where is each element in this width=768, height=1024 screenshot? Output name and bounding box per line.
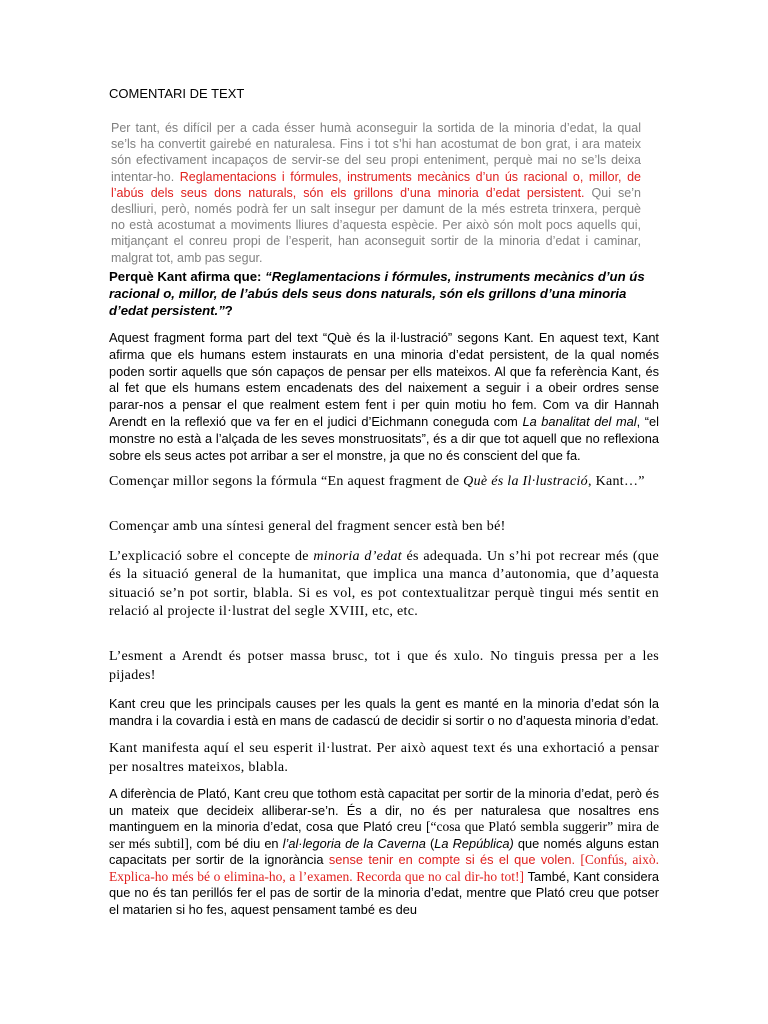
teacher-comment-1 (109, 473, 659, 491)
comment-1-italic: Què és la Il·lustració (463, 474, 588, 489)
comment-1-text-end: , Kant…” (587, 474, 645, 489)
paragraph-3-text-b: , com bé diu en (188, 835, 283, 851)
inline-comment: [“cosa que Plató sembla suggerir” mira de ser més subtil] (109, 819, 660, 851)
question (109, 268, 659, 319)
comment-3-italic: minoria d’edat (313, 549, 402, 564)
teacher-comment-3 (109, 548, 659, 621)
question-quote: “Reglamentacions i fórmules, instruments mecànics d’un ús racional o, millor, de l’abús dels seus dons naturals, són els grillons d’una minoria d’edat persistent.” (109, 269, 645, 318)
question-end: ? (224, 303, 233, 318)
answer-paragraph-1 (109, 330, 659, 464)
answer-paragraph-1-text-end: , “el monstre no està a l’alçada de les seves monstruositats”, és a dir que tot aquell que no reflexiona sobre els seus actes pot arribar a ser el monstre, ja que no és conscient del que fa. (109, 413, 659, 463)
paragraph-3-text-c: ( (425, 835, 435, 851)
red-highlight-text: sense tenir en compte si és el que volen. (328, 852, 575, 867)
comment-3-text: L’explicació sobre el concepte de (109, 549, 314, 564)
answer-paragraph-3 (109, 786, 659, 918)
red-inline-comment: [Confús, això. Explica-ho més bé o elimina-ho, a l’examen. Recorda que no cal dir-ho tot!] (109, 852, 659, 884)
comment-1-text: Començar millor segons la fórmula “En aquest fragment de (109, 474, 464, 489)
source-quote (111, 120, 641, 266)
answer-paragraph-1-text: Aquest fragment forma part del text “Què és la il·lustració” segons Kant. En aquest text, Kant afirma que els humans estem instaurats en una minoria d’edat persistent, de la qual només poden sortir aquells que són capaços de pensar per ells mateixos. Al que fa referència Kant, és al fet que els humans estem encadenats des del naixement a seguir i a obeir ordres sense parar-nos a pensar el que realment estem fent i per quin motiu ho fem. Com va dir Hannah Arendt en la reflexió que va fer en el judici d’Eichmann coneguda com (109, 330, 659, 429)
book-title-italic: La banalitat del mal (522, 413, 637, 429)
question-lead: Perquè Kant afirma que: (109, 269, 266, 284)
quote-part2: Qui se’n deslliuri, però, només podrà fer un salt insegur per damunt de la més estreta trinxera, perquè no està acostumat a moviments lliures d’aquesta espècie. Per això són molt pocs aquells qui, mitjançant el conreu propi de l’esperit, han aconseguit sortir de la minoria d’edat i caminar, malgrat tot, amb pas segur. (111, 185, 641, 265)
republic-title-italic: La República) (434, 835, 514, 851)
quote-highlight: Reglamentacions i fórmules, instruments mecànics d’un ús racional o, millor, de l’abús dels seus dons naturals, són els grillons d’una minoria d’edat persistent. (111, 169, 641, 200)
quote-part1: Per tant, és difícil per a cada ésser humà aconseguir la sortida de la minoria d’edat, la qual se’ls ha convertit gairebé en naturalesa. Fins i tot s’hi han acostumat de bon grat, i ara mateix són efectivament incapaços de servir-se del seu propi enteniment, perquè mai no se’ls deixa intentar-ho. (111, 121, 641, 184)
paragraph-3-text-f: També, Kant considera que no és tan perillós fer el pas de sortir de la minoria d’edat, mentre que Plató creu que potser el matarien si ho fes, aquest pensament també es deu (109, 868, 659, 917)
answer-paragraph-2: Kant creu que les principals causes per les quals la gent es manté en la minoria d’edat són la mandra i la covardia i està en mans de cadascú de decidir si sortir o no d’aquesta minoria d’edat. (109, 696, 659, 728)
teacher-comment-4: L’esment a Arendt és potser massa brusc, tot i que és xulo. No tinguis pressa per a les pijades! (109, 649, 659, 683)
teacher-comment-5: Kant manifesta aquí el seu esperit il·lustrat. Per això aquest text és una exhortació a pensar per nosaltres mateixos, blabla. (109, 741, 659, 775)
teacher-comment-2: Començar amb una síntesi general del fragment sencer està ben bé! (109, 519, 506, 534)
paragraph-3-text-d: que només alguns estan capacitats per sortir de la ignorància (109, 835, 659, 867)
allegory-title-italic: l’al·legoria de la Caverna (282, 835, 426, 851)
page-title: COMENTARI DE TEXT (109, 86, 245, 101)
paragraph-3-text-a: A diferència de Plató, Kant creu que tothom està capacitat per sortir de la minoria d’edat, però és un mateix que decideix alliberar-se’n. És a dir, no és per naturalesa que nosaltres ens mantinguem en la minoria d’edat, cosa que Plató creu (109, 786, 659, 834)
comment-3-text-end: és adequada. Un s’hi pot recrear més (que és la situació general de la humanitat, que implica una manca d’autonomia, que d’aquesta situació se’n pot sortir, blabla. Si es vol, es pot contextualitzar perquè tingui més sentit en relació al projecte il·lustrat del segle XVIII, etc, etc. (109, 549, 659, 619)
